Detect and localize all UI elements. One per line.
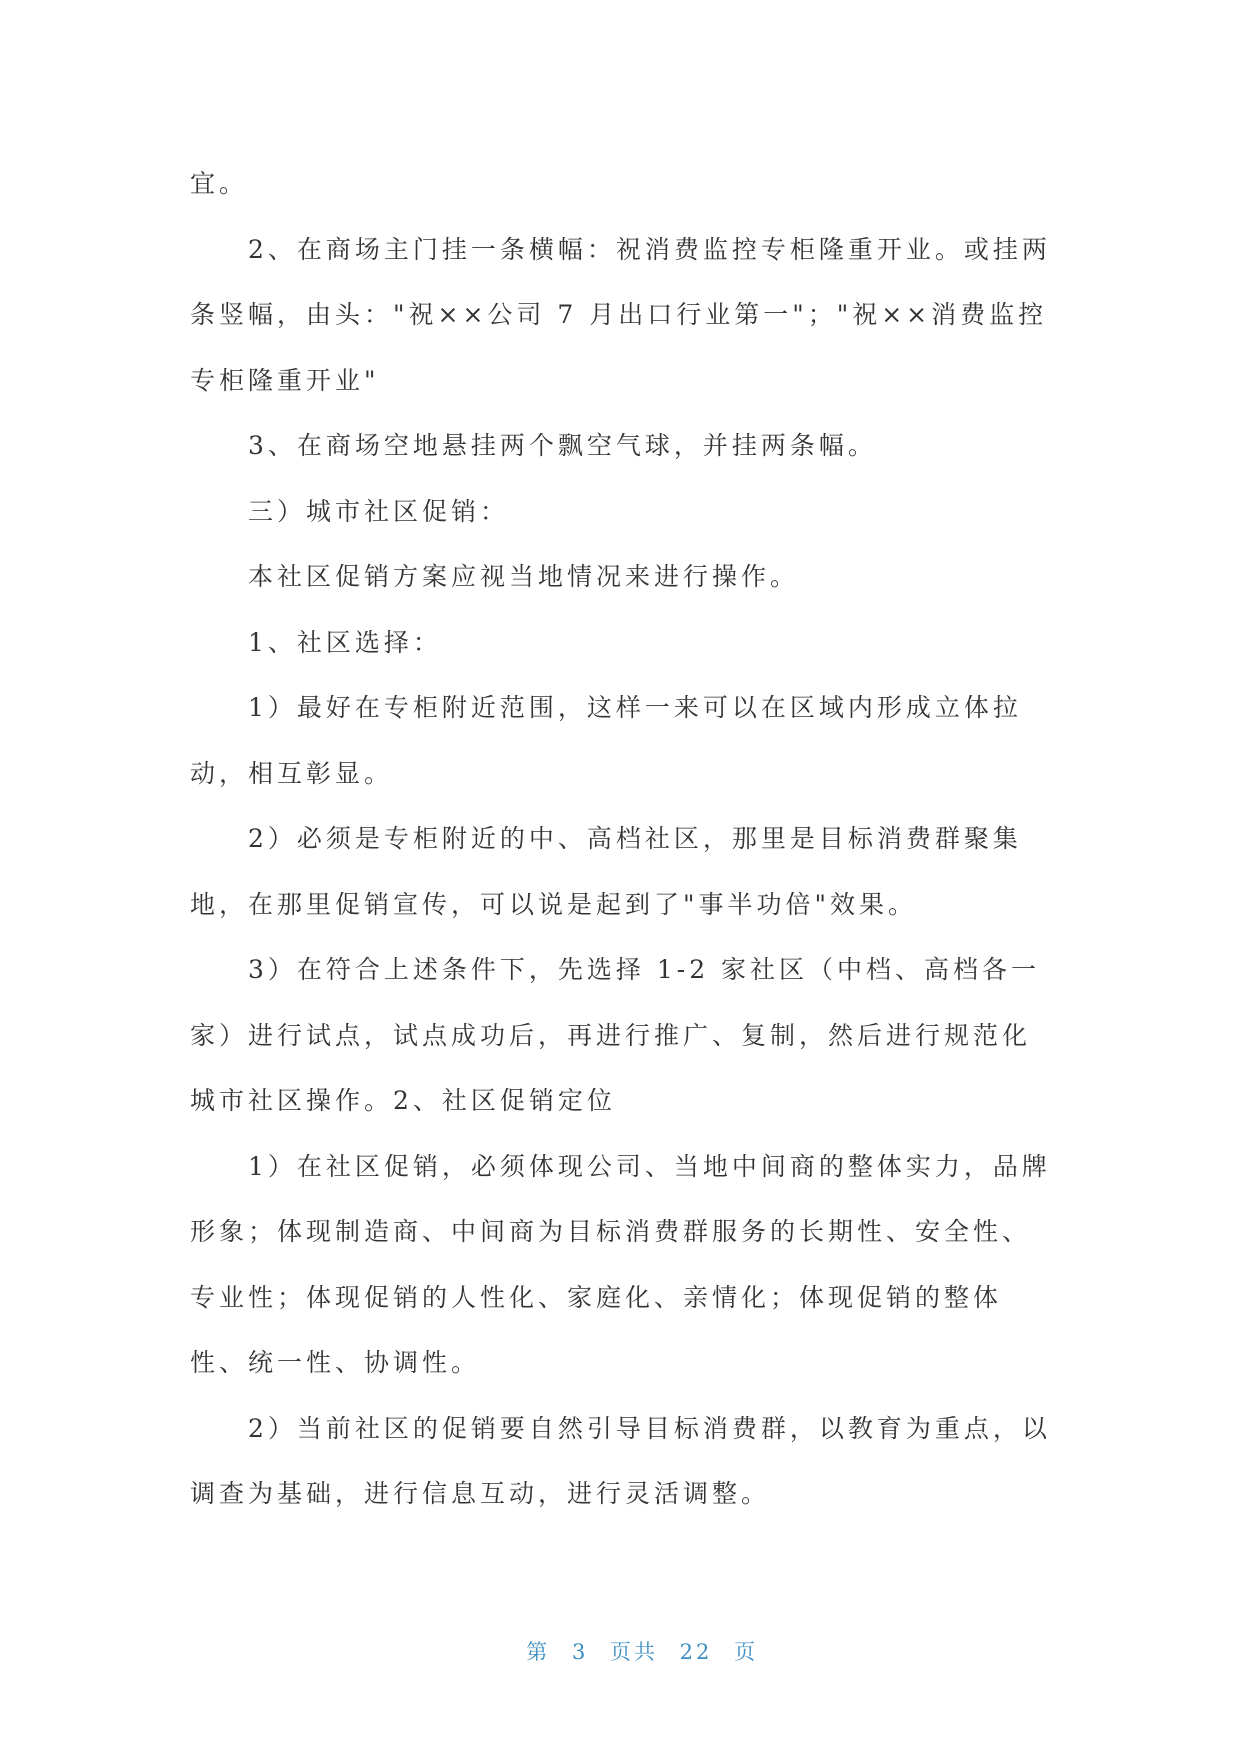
text-line: 地，在那里促销宣传，可以说是起到了"事半功倍"效果。 [190, 889, 918, 919]
text-line: 专业性；体现促销的人性化、家庭化、亲情化；体现促销的整体 [190, 1282, 1003, 1312]
text-line: 动，相互彰显。 [190, 758, 394, 788]
text-line: 形象；体现制造商、中间商为目标消费群服务的长期性、安全性、 [190, 1217, 1032, 1246]
text-line: 本社区促销方案应视当地情况来进行操作。 [248, 562, 800, 591]
text-line: 2、在商场主门挂一条横幅：祝消费监控专柜隆重开业。或挂两 [248, 234, 1051, 264]
text-line: 性、统一性、协调性。 [190, 1348, 481, 1377]
document-body [190, 151, 1060, 1527]
subsection-heading: 1、社区选择： [248, 627, 442, 657]
text-line: 3）在符合上述条件下，先选择 1-2 家社区（中档、高档各一 [248, 955, 1041, 984]
text-line: 调查为基础，进行信息互动，进行灵活调整。 [190, 1479, 771, 1508]
text-line: 家）进行试点，试点成功后，再进行推广、复制，然后进行规范化 [190, 1020, 1032, 1050]
text-line: 1）在社区促销，必须体现公司、当地中间商的整体实力，品牌 [248, 1151, 1051, 1181]
text-line: 2）当前社区的促销要自然引导目标消费群，以教育为重点，以 [248, 1413, 1051, 1443]
page-number-label: 第 3 页共 22 页 [526, 1640, 759, 1664]
text-line: 专柜隆重开业" [190, 365, 380, 395]
text-line: 1）最好在专柜附近范围，这样一来可以在区域内形成立体拉 [248, 693, 1022, 722]
page-footer [0, 1612, 1241, 1666]
text-line: 条竖幅，由头："祝××公司 7 月出口行业第一"；"祝××消费监控 [190, 300, 1048, 329]
text-line: 城市社区操作。2、社区促销定位 [190, 1086, 616, 1115]
section-heading: 三）城市社区促销： [248, 496, 510, 526]
text-line: 2）必须是专柜附近的中、高档社区，那里是目标消费群聚集 [248, 824, 1022, 853]
text-line: 宜。 [190, 169, 249, 198]
text-line: 3、在商场空地悬挂两个飘空气球，并挂两条幅。 [248, 431, 877, 460]
